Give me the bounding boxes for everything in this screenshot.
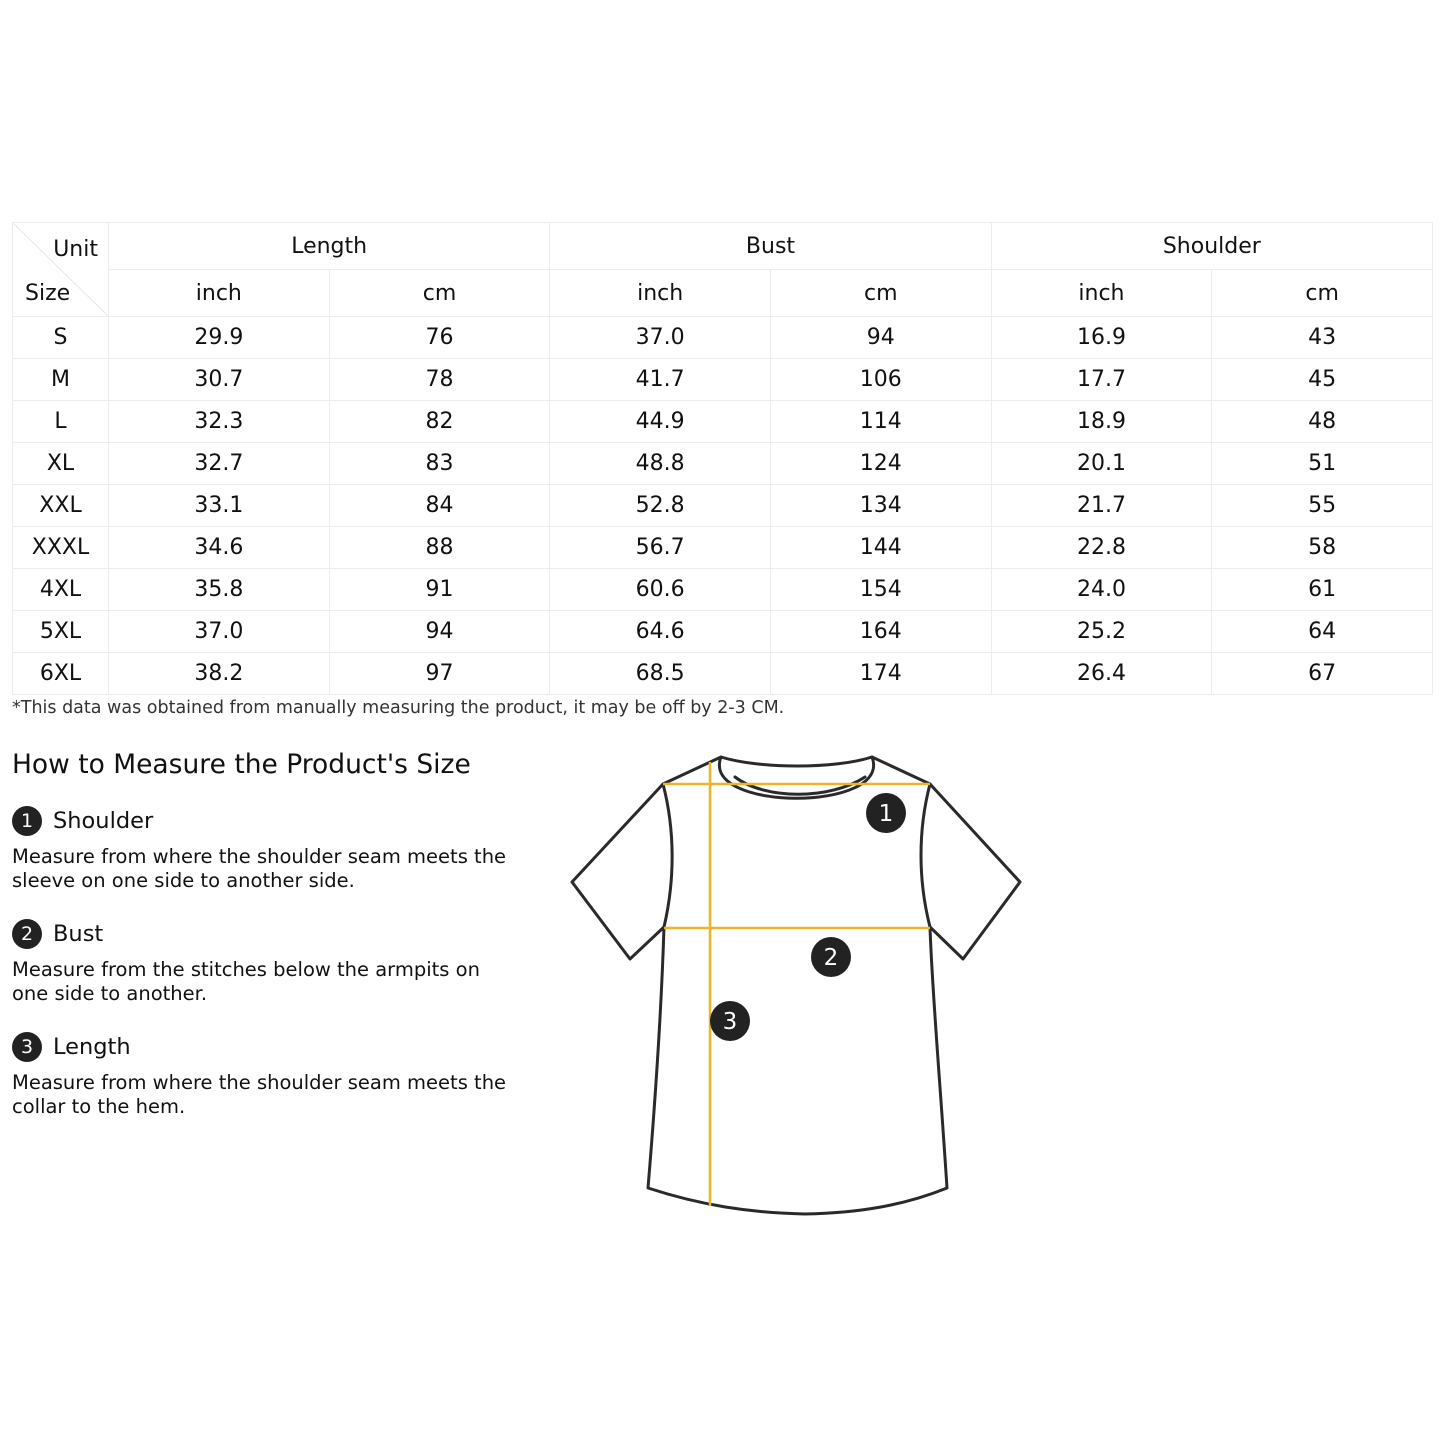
measurement-cell: 52.8 bbox=[550, 485, 771, 527]
measurement-cell: 94 bbox=[770, 317, 991, 359]
measurement-cell: 17.7 bbox=[991, 359, 1212, 401]
size-label-cell: XXXL bbox=[13, 527, 109, 569]
size-label-cell: 6XL bbox=[13, 653, 109, 695]
tshirt-body-outline bbox=[572, 757, 1020, 1214]
right-armhole-seam bbox=[921, 784, 930, 927]
marker-label: 3 bbox=[722, 1009, 738, 1035]
measurement-cell: 83 bbox=[329, 443, 550, 485]
marker-bust bbox=[811, 937, 851, 977]
measurement-cell: 25.2 bbox=[991, 611, 1212, 653]
marker-label: 1 bbox=[878, 801, 894, 827]
measurement-cell: 32.7 bbox=[109, 443, 330, 485]
measurement-cell: 56.7 bbox=[550, 527, 771, 569]
group-header-bust: Bust bbox=[550, 223, 991, 270]
size-label-cell: M bbox=[13, 359, 109, 401]
measurement-cell: 97 bbox=[329, 653, 550, 695]
measurement-cell: 37.0 bbox=[550, 317, 771, 359]
measurement-cell: 64.6 bbox=[550, 611, 771, 653]
size-label-cell: XXL bbox=[13, 485, 109, 527]
measurement-cell: 67 bbox=[1212, 653, 1433, 695]
measurement-cell: 37.0 bbox=[109, 611, 330, 653]
measurement-cell: 44.9 bbox=[550, 401, 771, 443]
unit-header: cm bbox=[1212, 270, 1433, 317]
group-header-length: Length bbox=[109, 223, 550, 270]
measurement-cell: 154 bbox=[770, 569, 991, 611]
measurement-cell: 21.7 bbox=[991, 485, 1212, 527]
measurement-cell: 16.9 bbox=[991, 317, 1212, 359]
measurement-cell: 20.1 bbox=[991, 443, 1212, 485]
measurement-cell: 38.2 bbox=[109, 653, 330, 695]
marker-shoulder bbox=[866, 793, 906, 833]
step-number-badge: 3 bbox=[12, 1032, 42, 1062]
measurement-cell: 33.1 bbox=[109, 485, 330, 527]
size-label-cell: 4XL bbox=[13, 569, 109, 611]
measurement-cell: 106 bbox=[770, 359, 991, 401]
measurement-cell: 164 bbox=[770, 611, 991, 653]
measurement-cell: 174 bbox=[770, 653, 991, 695]
step-name: Shoulder bbox=[53, 808, 154, 834]
step-description: Measure from where the shoulder seam meets the collar to the hem. bbox=[12, 1071, 507, 1118]
measurement-cell: 78 bbox=[329, 359, 550, 401]
step-description: Measure from the stitches below the armpits on one side to another. bbox=[12, 958, 480, 1005]
measurement-cell: 88 bbox=[329, 527, 550, 569]
step-description: Measure from where the shoulder seam meets the sleeve on one side to another side. bbox=[12, 845, 507, 892]
diagram-markers bbox=[710, 793, 906, 1041]
measurement-cell: 82 bbox=[329, 401, 550, 443]
measurement-cell: 58 bbox=[1212, 527, 1433, 569]
corner-size-label: Size bbox=[25, 281, 71, 306]
measurement-cell: 94 bbox=[329, 611, 550, 653]
measurement-cell: 48 bbox=[1212, 401, 1433, 443]
measurement-cell: 41.7 bbox=[550, 359, 771, 401]
unit-header: inch bbox=[109, 270, 330, 317]
size-label-cell: XL bbox=[13, 443, 109, 485]
group-header-shoulder: Shoulder bbox=[991, 223, 1432, 270]
guide-title: How to Measure the Product's Size bbox=[12, 749, 471, 780]
unit-header: inch bbox=[991, 270, 1212, 317]
measurement-cell: 134 bbox=[770, 485, 991, 527]
measurement-cell: 22.8 bbox=[991, 527, 1212, 569]
measurement-cell: 91 bbox=[329, 569, 550, 611]
unit-header: inch bbox=[550, 270, 771, 317]
size-label-cell: 5XL bbox=[13, 611, 109, 653]
measurement-cell: 32.3 bbox=[109, 401, 330, 443]
unit-header: cm bbox=[770, 270, 991, 317]
measurement-cell: 30.7 bbox=[109, 359, 330, 401]
measurement-cell: 124 bbox=[770, 443, 991, 485]
measurement-cell: 84 bbox=[329, 485, 550, 527]
measurement-cell: 76 bbox=[329, 317, 550, 359]
unit-header: cm bbox=[329, 270, 550, 317]
tshirt-outline-icon bbox=[572, 757, 1020, 1214]
measurement-cell: 114 bbox=[770, 401, 991, 443]
measurement-cell: 45 bbox=[1212, 359, 1433, 401]
measurement-cell: 24.0 bbox=[991, 569, 1212, 611]
step-number-badge: 1 bbox=[12, 806, 42, 836]
measurement-cell: 51 bbox=[1212, 443, 1433, 485]
measurement-cell: 64 bbox=[1212, 611, 1433, 653]
measurement-cell: 26.4 bbox=[991, 653, 1212, 695]
marker-length bbox=[710, 1001, 750, 1041]
step-name: Length bbox=[53, 1034, 131, 1060]
measurement-cell: 61 bbox=[1212, 569, 1433, 611]
measurement-cell: 35.8 bbox=[109, 569, 330, 611]
measurement-cell: 68.5 bbox=[550, 653, 771, 695]
measurement-cell: 43 bbox=[1212, 317, 1433, 359]
measurement-cell: 60.6 bbox=[550, 569, 771, 611]
size-label-cell: L bbox=[13, 401, 109, 443]
measurement-footnote: *This data was obtained from manually measuring the product, it may be off by 2-3 CM. bbox=[12, 698, 785, 718]
corner-unit-label: Unit bbox=[53, 237, 98, 262]
measurement-cell: 55 bbox=[1212, 485, 1433, 527]
step-number-badge: 2 bbox=[12, 919, 42, 949]
measurement-cell: 34.6 bbox=[109, 527, 330, 569]
marker-label: 2 bbox=[823, 945, 839, 971]
size-label-cell: S bbox=[13, 317, 109, 359]
measurement-cell: 144 bbox=[770, 527, 991, 569]
left-armhole-seam bbox=[663, 784, 672, 927]
measurement-cell: 48.8 bbox=[550, 443, 771, 485]
step-name: Bust bbox=[53, 921, 104, 947]
measurement-cell: 29.9 bbox=[109, 317, 330, 359]
measurement-cell: 18.9 bbox=[991, 401, 1212, 443]
